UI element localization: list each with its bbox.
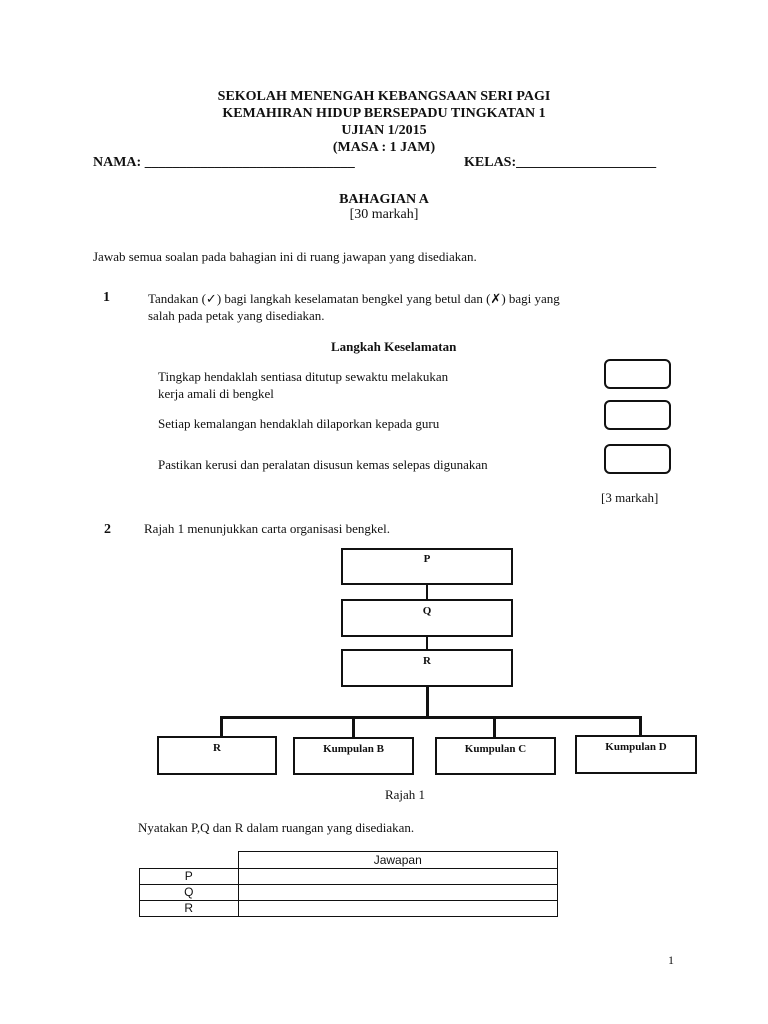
org-label-bottom-1: R xyxy=(213,742,221,754)
page-number: 1 xyxy=(668,953,674,967)
org-connector xyxy=(426,637,428,649)
table-corner xyxy=(140,852,239,869)
org-connector xyxy=(220,716,223,736)
org-connector xyxy=(639,716,642,735)
safety-item-2: Setiap kemalangan hendaklah dilaporkan kepada guru xyxy=(158,416,440,431)
school-name: SEKOLAH MENENGAH KEBANGSAAN SERI PAGI xyxy=(217,89,551,104)
safety-item-1-line1: Tingkap hendaklah sentiasa ditutup sewaktu melakukan xyxy=(158,369,449,384)
org-label-p: P xyxy=(423,553,431,565)
org-label-kumpulan-d: Kumpulan D xyxy=(605,741,667,753)
table-header-row xyxy=(140,852,558,869)
org-label-r: R xyxy=(423,655,431,667)
class-field[interactable]: KELAS:____________________ xyxy=(464,155,657,170)
exam-duration: (MASA : 1 JAM) xyxy=(332,140,436,155)
question-1-number: 1 xyxy=(103,290,110,305)
exam-title: UJIAN 1/2015 xyxy=(341,123,427,138)
answer-table xyxy=(139,851,558,917)
answer-box-3[interactable] xyxy=(604,444,671,474)
section-instruction: Jawab semua soalan pada bahagian ini di ruang jawapan yang disediakan. xyxy=(93,249,477,264)
table-row xyxy=(140,885,558,901)
org-connector xyxy=(493,716,496,737)
section-title: BAHAGIAN A xyxy=(339,192,429,207)
question-2-number: 2 xyxy=(104,522,111,537)
org-label-q: Q xyxy=(422,605,432,617)
answer-cell-p[interactable] xyxy=(238,869,558,885)
answer-cell-r[interactable] xyxy=(238,901,558,917)
row-label: Q xyxy=(140,885,239,901)
org-connector xyxy=(352,716,355,737)
row-label: R xyxy=(140,901,239,917)
org-connector xyxy=(426,585,428,599)
table-header: Jawapan xyxy=(238,852,558,869)
answer-box-2[interactable] xyxy=(604,400,671,430)
org-label-kumpulan-b: Kumpulan B xyxy=(323,743,384,755)
table-row xyxy=(140,869,558,885)
safety-table-title: Langkah Keselamatan xyxy=(331,339,457,354)
question-1-marks: [3 markah] xyxy=(601,490,659,505)
section-marks: [30 markah] xyxy=(349,207,419,222)
question-2-text: Rajah 1 menunjukkan carta organisasi bengkel. xyxy=(144,521,390,536)
answer-cell-q[interactable] xyxy=(238,885,558,901)
subject-title: KEMAHIRAN HIDUP BERSEPADU TINGKATAN 1 xyxy=(222,106,546,121)
name-field[interactable]: NAMA: ______________________________ xyxy=(93,155,355,170)
question-1-text-line2: salah pada petak yang disediakan. xyxy=(148,308,325,323)
question-1-text-line1: Tandakan (✓) bagi langkah keselamatan bengkel yang betul dan (✗) bagi yang xyxy=(148,291,560,306)
answer-box-1[interactable] xyxy=(604,359,671,389)
org-branch-line xyxy=(220,716,642,719)
safety-item-3: Pastikan kerusi dan peralatan disusun kemas selepas digunakan xyxy=(158,457,488,472)
row-label: P xyxy=(140,869,239,885)
table-row xyxy=(140,901,558,917)
figure-caption: Rajah 1 xyxy=(384,787,426,802)
org-label-kumpulan-c: Kumpulan C xyxy=(464,743,527,755)
question-2-prompt: Nyatakan P,Q dan R dalam ruangan yang disediakan. xyxy=(138,820,415,835)
org-connector xyxy=(426,687,429,717)
safety-item-1-line2: kerja amali di bengkel xyxy=(158,386,274,401)
